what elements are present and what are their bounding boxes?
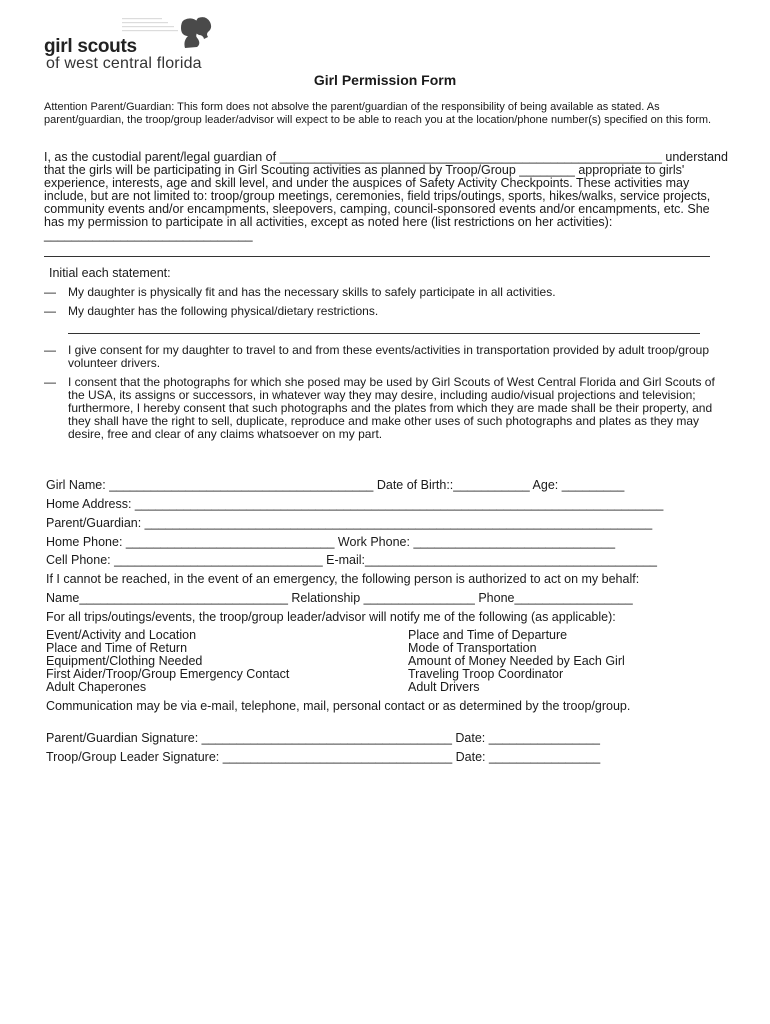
communication-note: Communication may be via e-mail, telephone, mail, personal contact or as determined by the troop/group. [46, 699, 631, 713]
leader-signature-field[interactable]: Troop/Group Leader Signature: _________________________________ Date: ________________ [46, 750, 601, 764]
list-item: Equipment/Clothing Needed [46, 654, 203, 668]
emergency-contact-fields[interactable]: Name______________________________ Relationship ________________ Phone_________________ [46, 591, 633, 605]
list-item: Event/Activity and Location [46, 628, 197, 642]
list-item: Place and Time of Return [46, 641, 188, 655]
cell-email-fields[interactable]: Cell Phone: ______________________________ E-mail:__________________________________________ [46, 553, 657, 567]
initial-blank[interactable]: — [44, 285, 56, 299]
logo-text-sub: of west central florida [46, 55, 202, 72]
consent-paragraph: I, as the custodial parent/legal guardian of _______________________________________________________ understand that the girls will be participating in Girl Scouting activities as planned by Troop/Group ________ appropriate to girls' experience, interests, age and skill level, and under the auspices of Safety Activity Checkpoints. These activities may include, but are not limited to: troop/group meetings, ceremonies, field trips/outings, sports, hikes/walks, service projects, community events and/or encampments, sleepovers, camping, council-sponsored events and/or encampments, etc. She has my permission to participate in all activities, except as noted here (list restrictions on her activities): ______________________________ [44, 150, 728, 242]
restrictions-line[interactable] [68, 333, 700, 334]
form-title: Girl Permission Form [313, 72, 457, 88]
list-item: Adult Chaperones [46, 680, 147, 694]
notify-intro: For all trips/outings/events, the troop/group leader/advisor will notify me of the following (as applicable): [46, 610, 616, 624]
list-item: Traveling Troop Coordinator [408, 667, 564, 681]
list-item: Place and Time of Departure [408, 628, 568, 642]
restrictions-continuation-line[interactable] [44, 256, 710, 257]
trefoil-profiles-icon [122, 16, 222, 50]
notify-list-left [46, 629, 289, 694]
list-item: Mode of Transportation [408, 641, 537, 655]
girl-name-field[interactable]: Girl Name: ______________________________________ Date of Birth::___________ Age: _________ [46, 478, 625, 492]
notify-list-right [408, 629, 625, 694]
emergency-intro: If I cannot be reached, in the event of an emergency, the following person is authorized to act on my behalf: [46, 572, 640, 586]
girl-scouts-logo [44, 16, 274, 74]
phone-fields[interactable]: Home Phone: ______________________________ Work Phone: _____________________________ [46, 535, 616, 549]
initial-heading: Initial each statement: [49, 266, 171, 280]
initial-blank[interactable]: — [44, 343, 56, 357]
list-item: First Aider/Troop/Group Emergency Contact [46, 667, 290, 681]
parent-guardian-field[interactable]: Parent/Guardian: _________________________________________________________________________ [46, 516, 653, 530]
initial-blank[interactable]: — [44, 304, 56, 318]
logo-text-main: girl scouts [44, 36, 137, 57]
parent-signature-field[interactable]: Parent/Guardian Signature: ____________________________________ Date: ________________ [46, 731, 600, 745]
initial-blank[interactable]: — [44, 375, 56, 389]
attention-paragraph: Attention Parent/Guardian: This form does not absolve the parent/guardian of the responsibility of being available as stated. As parent/guardian, the troop/group leader/advisor will expect to be able to reach you at the location/phone number(s) specified on this form. [44, 101, 712, 126]
list-item: Amount of Money Needed by Each Girl [408, 654, 625, 668]
home-address-field[interactable]: Home Address: ____________________________________________________________________________ [46, 497, 664, 511]
list-item: Adult Drivers [408, 680, 480, 694]
